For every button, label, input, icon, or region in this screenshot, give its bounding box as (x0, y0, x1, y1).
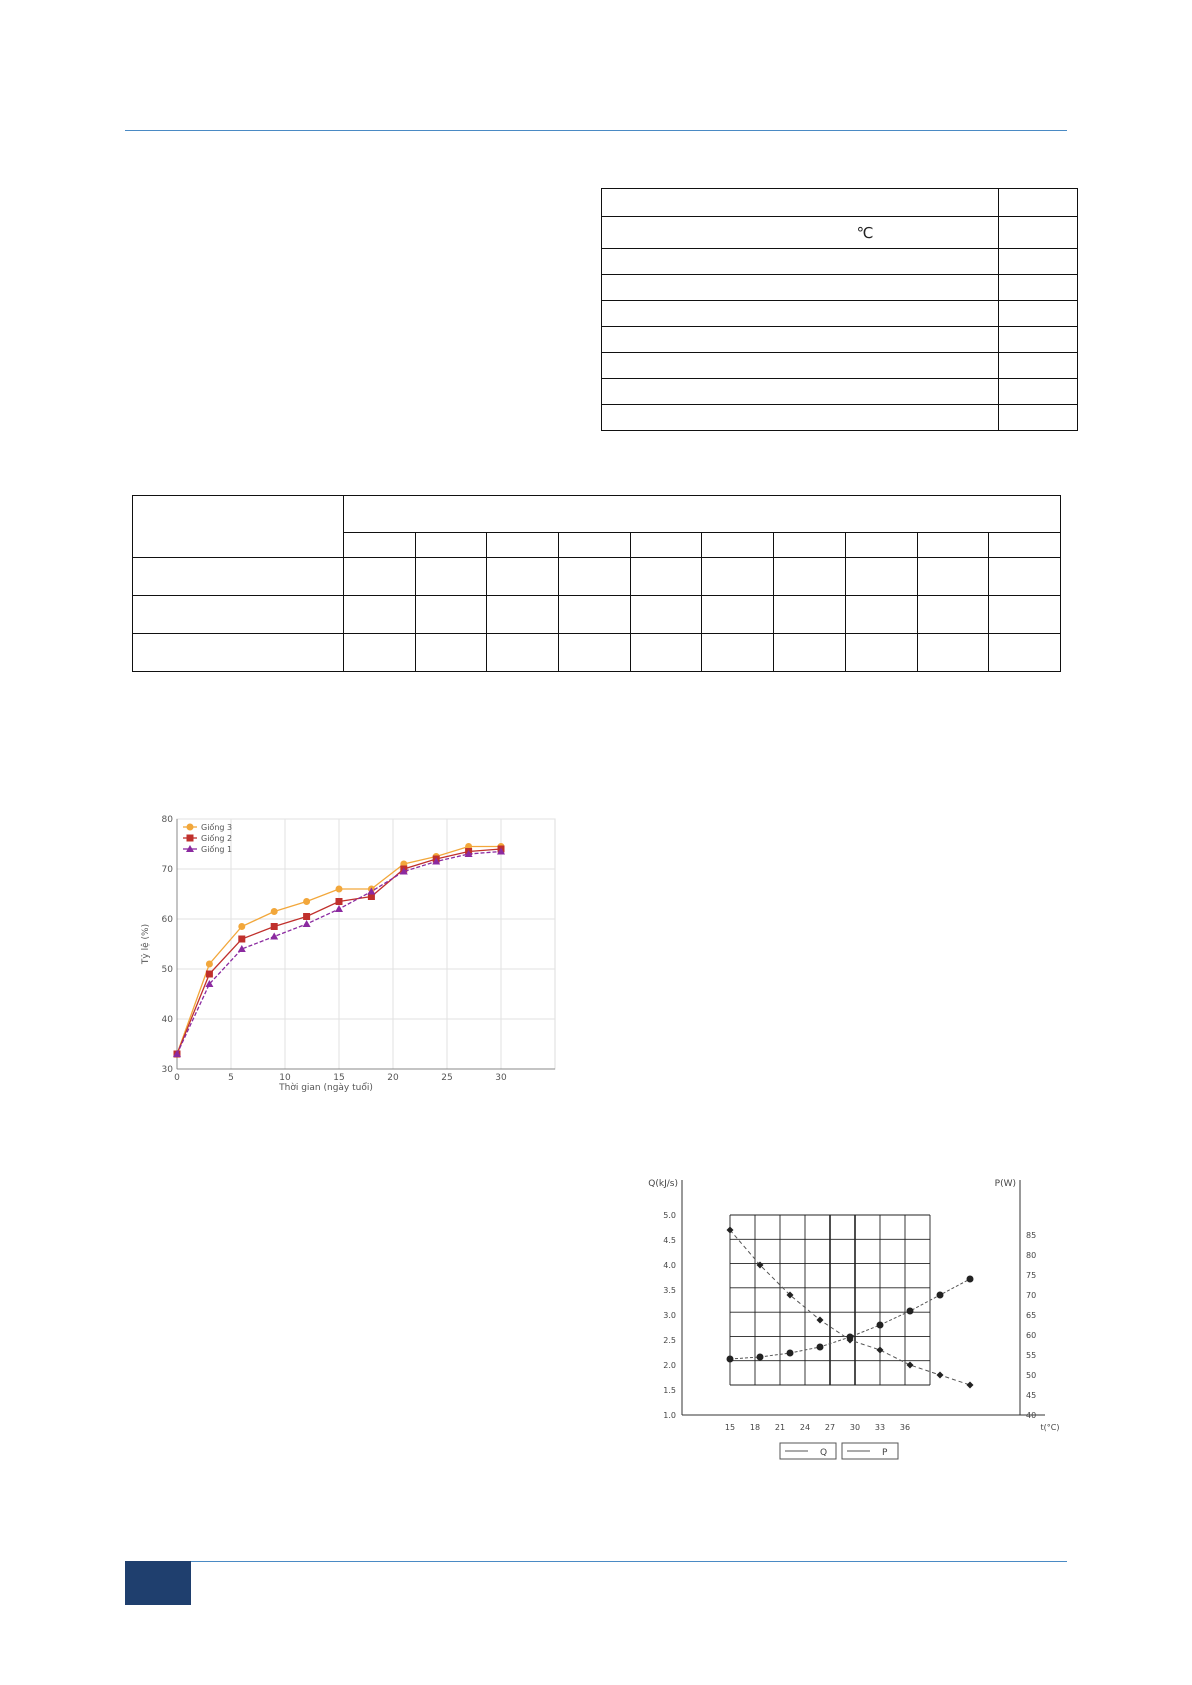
data-point (238, 923, 245, 930)
data-point (727, 1356, 734, 1363)
perf-data-cell (487, 634, 559, 672)
perf-data-row (133, 558, 1061, 596)
x-tick-label: 15 (333, 1073, 345, 1083)
perf-subheader-cell (415, 533, 487, 558)
spec-value-cell (999, 189, 1078, 217)
data-point (847, 1334, 854, 1341)
left-tick-label: 4.0 (663, 1261, 676, 1270)
x-tick-label: 27 (824, 1423, 836, 1432)
spec-value-cell (999, 275, 1078, 301)
left-tick-label: 4.5 (663, 1236, 676, 1245)
x-tick-label: 30 (849, 1423, 861, 1432)
data-point (336, 898, 343, 905)
y-tick-label: 60 (161, 915, 173, 925)
perf-data-cell (487, 558, 559, 596)
data-point (937, 1372, 944, 1379)
spec-value-cell (999, 217, 1078, 249)
perf-subheader-cell (559, 533, 631, 558)
perf-subheader-cell (774, 533, 846, 558)
perf-data-cell (845, 634, 917, 672)
spec-row (602, 327, 1078, 353)
left-tick-label: 3.0 (663, 1311, 676, 1320)
spec-label-cell (602, 405, 999, 431)
spec-label-cell (602, 189, 999, 217)
y-tick-label: 70 (161, 865, 173, 875)
left-tick-label: 3.5 (663, 1286, 676, 1295)
spec-row (602, 379, 1078, 405)
perf-data-cell (133, 634, 344, 672)
perf-data-cell (989, 596, 1061, 634)
spec-label-cell (602, 327, 999, 353)
spec-label-cell (602, 217, 999, 249)
left-tick-label: 1.5 (663, 1386, 676, 1395)
spec-label-cell (602, 301, 999, 327)
spec-value-cell (999, 249, 1078, 275)
right-tick-label: 70 (1026, 1291, 1037, 1300)
left-tick-label: 2.5 (663, 1336, 676, 1345)
perf-subheader-cell (630, 533, 702, 558)
x-tick-label: 10 (279, 1073, 291, 1083)
data-point (238, 936, 245, 943)
perf-subheader-cell (989, 533, 1061, 558)
x-tick-label: 25 (441, 1073, 453, 1083)
data-point (336, 886, 343, 893)
spec-value-cell (999, 405, 1078, 431)
series-line (730, 1279, 970, 1359)
perf-data-cell (344, 634, 416, 672)
perf-data-cell (559, 596, 631, 634)
perf-corner-cell (133, 496, 344, 558)
right-tick-label: 50 (1026, 1371, 1037, 1380)
legend-label: Giống 1 (201, 845, 233, 854)
data-point (817, 1317, 824, 1324)
data-point (303, 913, 310, 920)
perf-data-cell (774, 596, 846, 634)
spec-value-cell (999, 301, 1078, 327)
right-tick-label: 55 (1026, 1351, 1037, 1360)
y-tick-label: 80 (161, 815, 173, 825)
spec-value-cell (999, 327, 1078, 353)
spec-row (602, 217, 1078, 249)
data-point (907, 1308, 914, 1315)
perf-data-cell (917, 558, 989, 596)
legend-marker (187, 835, 194, 842)
data-point (206, 961, 213, 968)
perf-data-cell (415, 558, 487, 596)
left-axis-title: Q(kJ/s) (648, 1179, 678, 1189)
series-line (730, 1230, 970, 1385)
spec-row (602, 189, 1078, 217)
spec-label-cell (602, 275, 999, 301)
data-point (206, 971, 213, 978)
perf-data-cell (989, 634, 1061, 672)
perf-data-cell (989, 558, 1061, 596)
perf-data-cell (133, 596, 344, 634)
perf-subheader-cell (344, 533, 416, 558)
perf-data-cell (344, 596, 416, 634)
perf-subheader-cell (487, 533, 559, 558)
y-axis-title: Tỷ lệ (%) (141, 923, 151, 965)
unit-text: ℃ (856, 223, 874, 242)
right-tick-label: 45 (1026, 1391, 1037, 1400)
perf-data-cell (702, 596, 774, 634)
perf-data-cell (702, 634, 774, 672)
header-rule (125, 130, 1067, 131)
perf-data-cell (630, 596, 702, 634)
perf-data-cell (559, 558, 631, 596)
left-tick-label: 1.0 (663, 1411, 676, 1420)
perf-data-cell (630, 558, 702, 596)
left-tick-label: 5.0 (663, 1211, 676, 1220)
capacity-power-chart (620, 1170, 1060, 1460)
perf-subheader-cell (845, 533, 917, 558)
y-tick-label: 50 (161, 965, 173, 975)
data-point (271, 908, 278, 915)
x-tick-label: 18 (749, 1423, 761, 1432)
data-point (877, 1322, 884, 1329)
x-tick-label: 20 (387, 1073, 399, 1083)
plot-area (177, 819, 555, 1069)
growth-line-chart (140, 805, 570, 1095)
growth-chart-svg (140, 805, 570, 1095)
spec-row (602, 249, 1078, 275)
right-tick-label: 80 (1026, 1251, 1037, 1260)
x-tick-label: 5 (228, 1073, 234, 1083)
spec-value-cell (999, 353, 1078, 379)
perf-data-cell (917, 634, 989, 672)
right-tick-label: 85 (1026, 1231, 1037, 1240)
perf-data-cell (487, 596, 559, 634)
perf-data-cell (845, 558, 917, 596)
legend-label: Q (820, 1448, 828, 1458)
spec-row (602, 405, 1078, 431)
perf-group-header-cell (344, 496, 1061, 533)
legend-label: Giống 3 (201, 823, 233, 832)
perf-data-cell (415, 596, 487, 634)
x-tick-label: 21 (774, 1423, 786, 1432)
data-point (877, 1347, 884, 1354)
y-tick-label: 40 (161, 1015, 173, 1025)
perf-data-cell (845, 596, 917, 634)
spec-label-cell (602, 353, 999, 379)
perf-data-cell (559, 634, 631, 672)
legend-label: Giống 2 (201, 834, 233, 843)
right-tick-label: 60 (1026, 1331, 1037, 1340)
data-point (817, 1344, 824, 1351)
data-point (967, 1276, 974, 1283)
legend-marker (187, 824, 194, 831)
legend-label: P (882, 1448, 888, 1458)
perf-data-row (133, 634, 1061, 672)
spec-row (602, 301, 1078, 327)
right-axis-title: P(W) (994, 1179, 1016, 1189)
x-tick-label: 15 (724, 1423, 736, 1432)
perf-data-cell (630, 634, 702, 672)
data-point (303, 898, 310, 905)
x-tick-label: 30 (495, 1073, 507, 1083)
data-point (757, 1354, 764, 1361)
x-tick-label: 36 (899, 1423, 911, 1432)
perf-data-cell (702, 558, 774, 596)
left-tick-label: 2.0 (663, 1361, 676, 1370)
spec-row (602, 275, 1078, 301)
spec-row (602, 353, 1078, 379)
x-axis-title: t(°C) (1040, 1423, 1060, 1432)
perf-data-cell (917, 596, 989, 634)
x-tick-label: 0 (174, 1073, 180, 1083)
perf-data-cell (774, 634, 846, 672)
data-point (967, 1382, 974, 1389)
page-number-tab (125, 1561, 191, 1605)
spec-value-cell (999, 379, 1078, 405)
data-point (937, 1292, 944, 1299)
data-point (907, 1362, 914, 1369)
x-tick-label: 33 (874, 1423, 886, 1432)
perf-data-cell (133, 558, 344, 596)
x-axis-title: Thời gian (ngày tuổi) (279, 1083, 373, 1093)
perf-data-cell (344, 558, 416, 596)
spec-label-cell (602, 249, 999, 275)
spec-table (601, 188, 1078, 431)
performance-table (132, 495, 1061, 672)
right-tick-label: 40 (1026, 1411, 1037, 1420)
footer-rule (125, 1561, 1067, 1562)
data-point (271, 923, 278, 930)
perf-subheader-cell (917, 533, 989, 558)
data-point (787, 1350, 794, 1357)
right-tick-label: 75 (1026, 1271, 1037, 1280)
perf-header-row (133, 496, 1061, 533)
right-tick-label: 65 (1026, 1311, 1037, 1320)
spec-label-cell (602, 379, 999, 405)
x-tick-label: 24 (799, 1423, 811, 1432)
perf-data-cell (774, 558, 846, 596)
capacity-chart-svg (620, 1170, 1060, 1460)
perf-subheader-cell (702, 533, 774, 558)
perf-data-row (133, 596, 1061, 634)
y-tick-label: 30 (161, 1065, 173, 1075)
perf-data-cell (415, 634, 487, 672)
